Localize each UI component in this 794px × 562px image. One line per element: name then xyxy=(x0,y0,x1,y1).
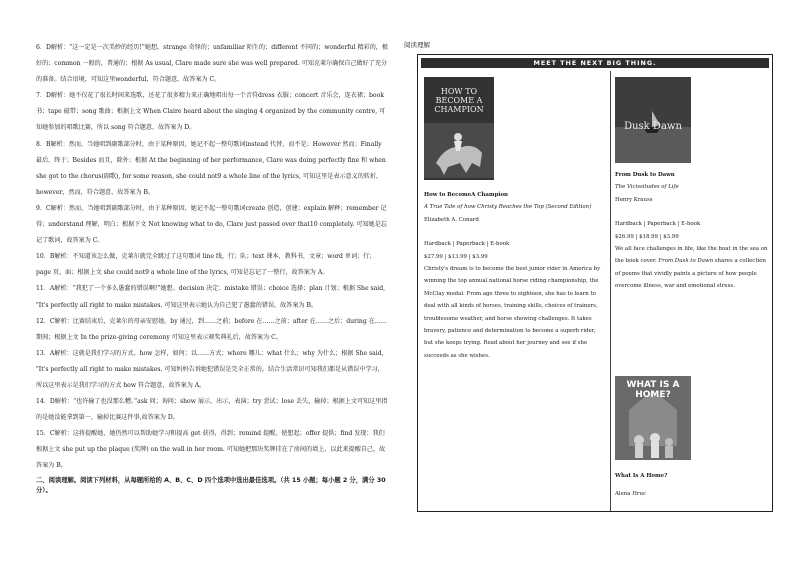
book-cover-champion xyxy=(424,77,494,180)
cover-title-home: WHAT IS A HOME? xyxy=(626,380,680,400)
answer-explanation-8: 8．B解析：然而，当她唱到副歌部分时，由于某种原因，她记不起一整句歌词instead 代替，而不是；However 然而；Finally 最后，终于；Besides 而且，除外；根据 At the beginning of her performance, Clare was doing perfectly fine 和 when she got to the chorus(副歌), for some reason, she could not9 a whole line of the lyrics, 可知这里是表示意义的转折，however，然而，符合题意，故答案为 B。 xyxy=(36,140,386,196)
book-cover-home xyxy=(615,376,691,460)
answer-explanation-11: 11．A解析：“我犯了一个多么愚蠢的错误啊!”她想。decision 决定；mistake 错误；choice 选择；plan 计划；根据 She said, "It's perfectly all right to make mistakes. 可知这里表示她认为自己犯了愚蠢的错误，故答案为 B。 xyxy=(36,285,386,309)
reading-heading: 阅读理解 xyxy=(404,41,430,49)
book-author-home: Alena Hruc xyxy=(615,491,646,498)
book-subtitle-champion: A True Tale of how Christy Reaches the Top (Second Edition) xyxy=(424,204,592,211)
book-info-home xyxy=(615,465,771,506)
book-author-dusk: Henry Krauss xyxy=(615,196,653,203)
explanation-column xyxy=(36,40,388,497)
section-heading: 二、阅读理解。阅读下列材料，从每题所给的 A、B、C、D 四个选项中选出最佳选项。（共 15 小题；每小题 2 分，满分 30 分）。 xyxy=(36,476,386,495)
book-subtitle-dusk: The Vicissitudes of Life xyxy=(615,184,679,191)
column-divider xyxy=(610,71,611,511)
answer-explanation-13: 13．A解析：这就是我们学习的方式。how 怎样，如何；以……方式；where 哪儿；what 什么；why 为什么；根据 She said, "It's perfectly all right to make mistakes. 可知妈妈告诉她犯错误是完全正常的。结合生活常识可知我们都是从错误中学习，所以这里表示是我们学习的方式 how 符合题意，故答案为 A。 xyxy=(36,349,384,389)
book-desc-dusk-title: From Dusk to Dawn xyxy=(658,258,714,265)
answer-explanation-14: 14．D解析：“也许输了也没那么糟。”ask 问；询问；show 展示，出示，表演；try 尝试；lose 丢失，输掉；根据上文可知这里指的是她没能拿到第一，输掉比赛这件事,故答案为 D。 xyxy=(36,398,388,422)
answer-explanation-12: 12．C解析：比赛结束后，克莱尔的母亲安慰她。by 通过，到……之前；before 在……之前；after 在……之后；during 在……期间；根据上文 In the prize-giving ceremony 可知这里表示颁奖典礼后，故答案为 C。 xyxy=(36,317,387,341)
book-title-home: What Is A Home? xyxy=(615,473,668,480)
ad-banner: MEET THE NEXT BIG THING. xyxy=(421,58,769,68)
book-prices-champion: $27.99 | $13.99 | $3.99 xyxy=(424,253,488,260)
book-title-dusk: From Dusk to Dawn xyxy=(615,172,675,178)
book-cover-dusk xyxy=(615,77,691,163)
book-desc-dusk-part1: We all face challenges in life, like the boat in the sea on the book cover. xyxy=(615,246,768,265)
book-formats-champion: Hardback | Paperback | E-book xyxy=(424,241,510,248)
book-formats-dusk: Hardback | Paperback | E-book xyxy=(615,221,701,228)
cover-title-dusk: Dusk Dawn xyxy=(624,121,682,132)
answer-explanation-9: 9．C解析：然而，当她唱到副歌部分时，由于某种原因，她记不起一整句歌词create 创造，创建；explain 解释；remember 记得；understand 理解，明白；根据下文 Not knowing what to do, Clare just passed over that10 completely. 可知她是忘记了歌词，故答案为 C。 xyxy=(36,204,387,245)
book-info-champion xyxy=(424,189,606,362)
boat-sea-illustration xyxy=(615,77,691,163)
book-desc-dusk-part2: shares a collection of poems that vividly paints a picture of how people overcome illness, war and emotional stress. xyxy=(615,258,766,290)
answer-explanation-15: 15．C解析：这将提醒她，她仍然可以帮助她学习和提高 get 获得，得到；remind 提醒，使想起；offer 提供；find 发现；我们根据上文 she put up the plaque (奖牌) on the wall in her room. 可知她把那块奖牌挂在了房间的墙上，以此来提醒自己，故答案为 B。 xyxy=(36,430,386,470)
book-desc-dusk xyxy=(615,243,771,293)
book-desc-champion: Christy's dream is to become the best junior rider in America by winning the top annual national horse riding championship, the McClay medal. From age three to eighteen, she has to learn to deal with all kinds of horses, training skills, choices of trainers, troublesome weather, and horse showing challenges. It takes bravery, patience and determination to become a superb rider, but she keeps trying. Read about her journey and see if she succeeds as she wishes. xyxy=(424,266,601,359)
book-ad-panel xyxy=(417,54,773,512)
cover-title-champion: HOW TO BECOME A CHAMPION xyxy=(434,87,484,114)
book-prices-dusk: $26.99 | $18.99 | $3.99 xyxy=(615,233,679,240)
answer-explanation-6: 6．D解析：“这一定是一次美妙的经历!”她想。strange 奇怪的；unfamiliar 陌生的；different 不同的；wonderful 精彩的，极好的；common 一般的，普通的；根据 As usual, Clare made sure she was well prepared. 可知克莱尔确保自己做好了充分的准备。结合语境，可知这里wonderful，符合题意，故答案为 C。 xyxy=(36,44,388,84)
book-author-champion: Elizabeth A. Conard xyxy=(424,216,479,223)
answer-explanation-10: 10．B解析：不知道该怎么做，克莱尔就完全跳过了这句歌词 line 线，行；队；text 课本，教科书，文章；word 单词；行；page 页，面；根据上文 she could not9 a whole line of the lyrics, 可知是忘记了一整行，故答案为 A。 xyxy=(36,253,376,277)
horse-rider-illustration xyxy=(424,123,494,178)
answer-explanation-7: 7．D解析：她不仅花了很长时间来选歌，还花了很多精力来正确地唱出每一个音符dress 衣服；concert 音乐会，连衣裙；book 书；tape 磁带；song 歌曲；根据上文 When Claire heard about the singing 4 organized by the community centre, 可知她参加的唱歌比赛，所以 song 符合题意，故答案为 D。 xyxy=(36,92,386,132)
book-title-champion: How to BecomeA Champion xyxy=(424,192,508,198)
book-info-dusk xyxy=(615,169,771,293)
